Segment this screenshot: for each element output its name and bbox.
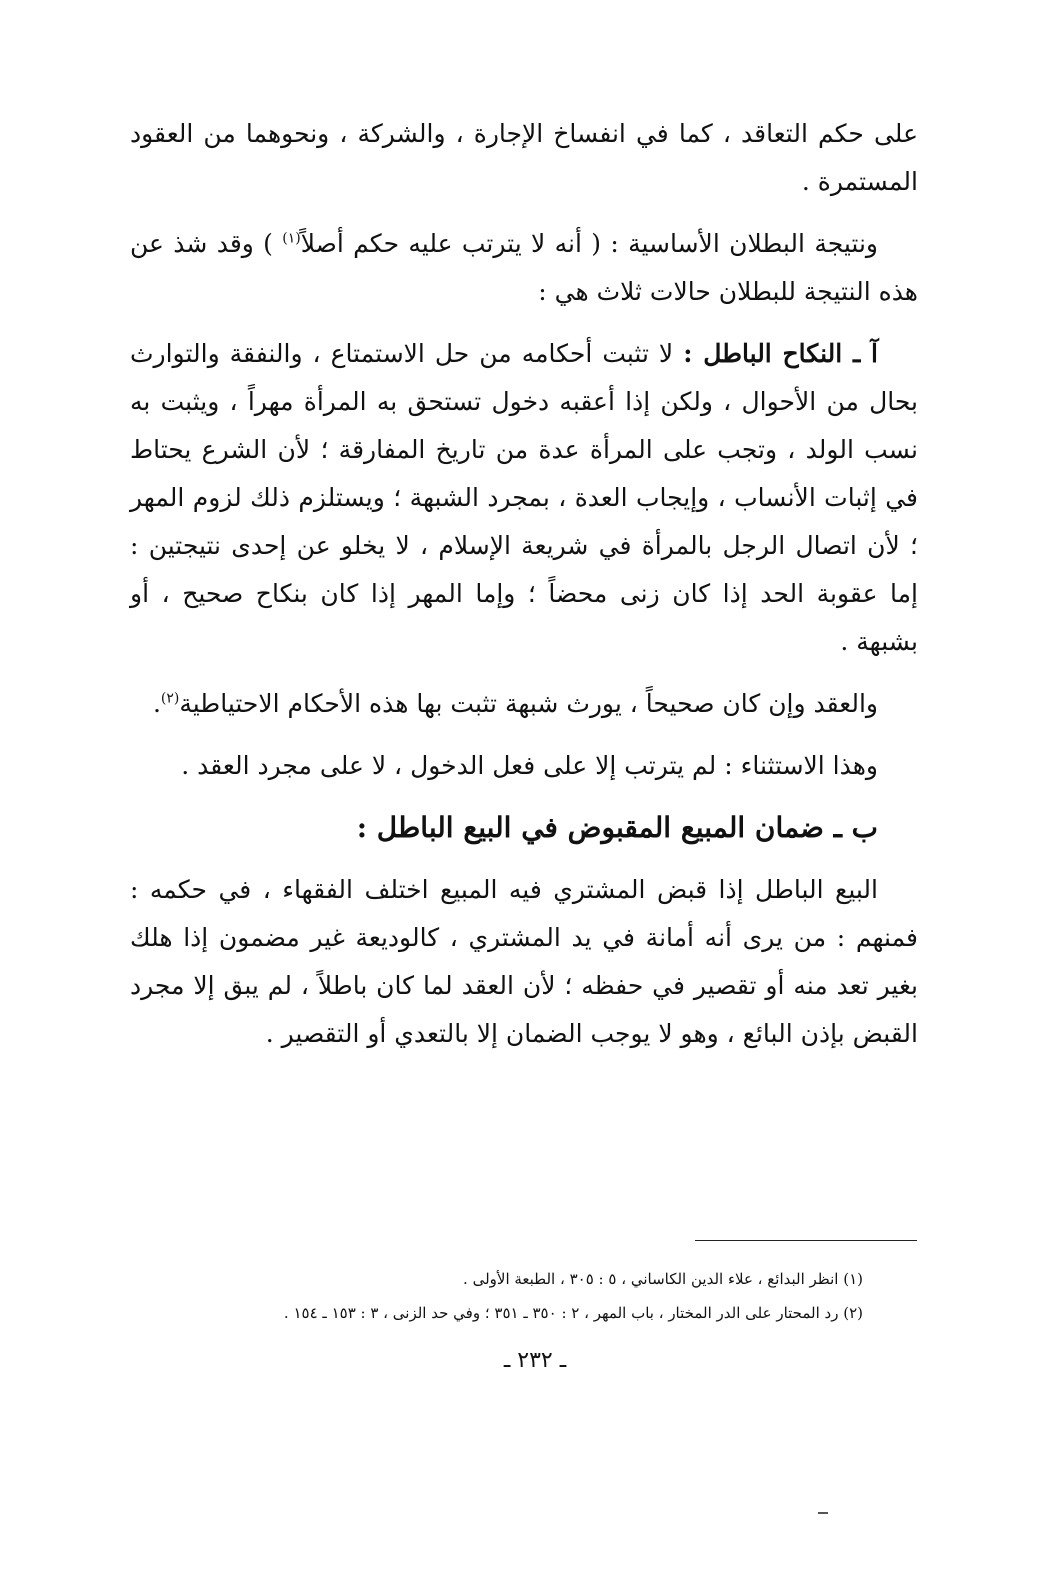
paragraph-nullity-text-1: ونتيجة البطلان الأساسية : ( أنه لا يترتب عليه حكم أصلاً xyxy=(300,229,878,258)
footnote-1: (١) انظر البدائع ، علاء الدين الكاساني ، ٥ : ٣٠٥ ، الطبعة الأولى . xyxy=(463,1270,863,1288)
paragraph-exception xyxy=(130,742,918,790)
valid-contract-end: . xyxy=(152,689,161,718)
footnotes xyxy=(130,1262,863,1330)
scan-speck xyxy=(818,1512,828,1514)
paragraph-continuation-text: على حكم التعاقد ، كما في انفساخ الإجارة ، والشركة ، ونحوهما من العقود المستمرة . xyxy=(130,119,918,196)
void-sale-text: البيع الباطل إذا قبض المشتري فيه المبيع اختلف الفقهاء ، في حكمه : فمنهم : من يرى أنه أمانة في يد المشتري ، كالوديعة غير مضمون إذا هلك بغير تعد منه أو تقصير في حفظه ؛ لأن العقد لما كان باطلاً ، لم يبق إلا مجرد القبض بإذن البائع ، وهو لا يوجب الضمان إلا بالتعدي أو التقصير . xyxy=(130,875,918,1048)
paragraph-valid-contract xyxy=(130,680,918,728)
paragraph-nullity-text-2: ) وقد شذ عن هذه النتيجة للبطلان حالات ثلاث هي : xyxy=(130,229,918,306)
footnote-ref-1[interactable]: (١) xyxy=(282,230,301,247)
paragraph-continuation xyxy=(130,110,918,206)
page-number: ـ ٢٣٢ ـ xyxy=(503,1348,567,1373)
void-marriage-lead: آ ـ النكاح الباطل : xyxy=(683,339,878,368)
valid-contract-text: والعقد وإن كان صحيحاً ، يورث شبهة تثبت بها هذه الأحكام الاحتياطية xyxy=(179,689,878,718)
paragraph-void-sale xyxy=(130,866,918,1058)
void-marriage-text: لا تثبت أحكامه من حل الاستمتاع ، والنفقة والتوارث بحال من الأحوال ، ولكن إذا أعقبه دخول تستحق به المرأة مهراً ، ويثبت به نسب الولد ، وتجب على المرأة عدة من تاريخ المفارقة ؛ لأن الشرع يحتاط في إثبات الأنساب ، وإيجاب العدة ، بمجرد الشبهة ؛ ويستلزم ذلك لزوم المهر ؛ لأن اتصال الرجل بالمرأة في شريعة الإسلام ، لا يخلو عن إحدى نتيجتين : إما عقوبة الحد إذا كان زنى محضاً ؛ وإما المهر إذا كان بنكاح صحيح ، أو بشبهة . xyxy=(130,339,918,656)
footnote-2: (٢) رد المحتار على الدر المختار ، باب المهر ، ٢ : ٣٥٠ ـ ٣٥١ ؛ وفي حد الزنى ، ٣ : ١٥٣ ـ ١٥٤ . xyxy=(283,1304,863,1322)
paragraph-nullity-result xyxy=(130,220,918,316)
footnote-divider xyxy=(695,1240,917,1241)
footnote-ref-2[interactable]: (٢) xyxy=(160,690,180,707)
section-heading-b: ب ـ ضمان المبيع المقبوض في البيع الباطل : xyxy=(356,811,878,844)
exception-text: وهذا الاستثناء : لم يترتب إلا على فعل الدخول ، لا على مجرد العقد . xyxy=(181,751,878,780)
page-body xyxy=(130,110,918,1072)
paragraph-void-marriage xyxy=(130,330,918,666)
